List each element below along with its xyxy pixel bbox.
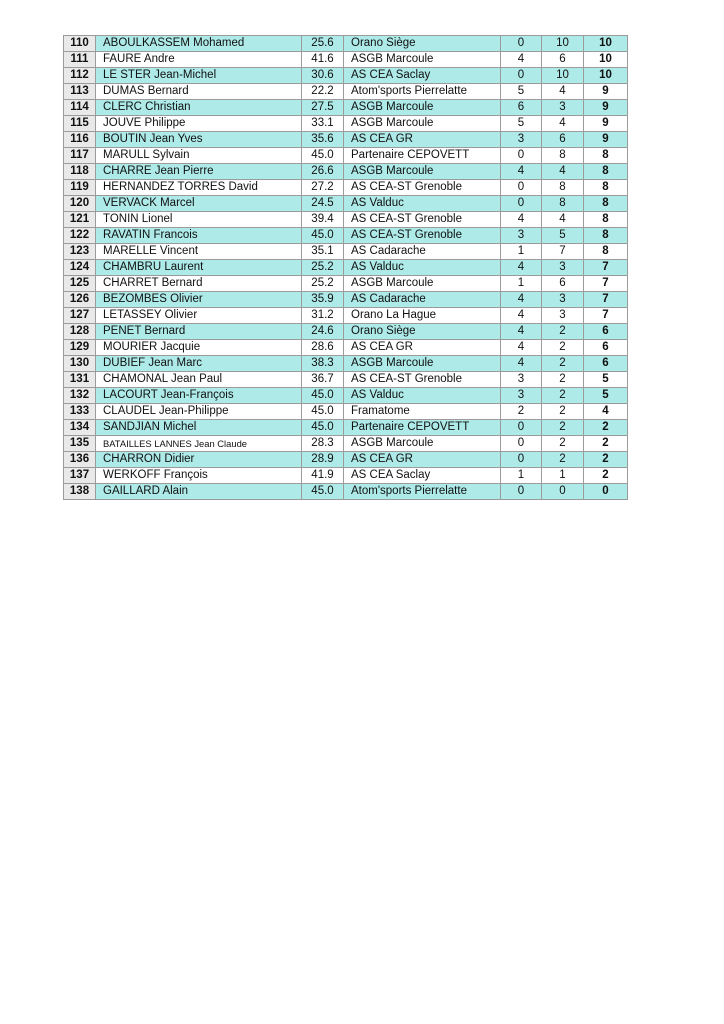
player-name-cell: HERNANDEZ TORRES David bbox=[96, 180, 302, 196]
player-name-cell: SANDJIAN Michel bbox=[96, 420, 302, 436]
points-b-cell: 0 bbox=[542, 484, 584, 500]
rank-cell: 137 bbox=[64, 468, 96, 484]
points-b-cell: 6 bbox=[542, 132, 584, 148]
points-b-cell: 3 bbox=[542, 100, 584, 116]
player-name-cell: DUBIEF Jean Marc bbox=[96, 356, 302, 372]
player-name-cell: ABOULKASSEM Mohamed bbox=[96, 36, 302, 52]
points-a-cell: 4 bbox=[501, 308, 542, 324]
points-a-cell: 3 bbox=[501, 228, 542, 244]
rating-cell: 27.5 bbox=[302, 100, 344, 116]
rating-cell: 24.5 bbox=[302, 196, 344, 212]
table-row bbox=[64, 388, 628, 404]
club-cell: Atom'sports Pierrelatte bbox=[344, 84, 501, 100]
rating-cell: 35.6 bbox=[302, 132, 344, 148]
points-b-cell: 3 bbox=[542, 308, 584, 324]
player-name-cell: VERVACK Marcel bbox=[96, 196, 302, 212]
table-row bbox=[64, 180, 628, 196]
rank-cell: 112 bbox=[64, 68, 96, 84]
club-cell: AS CEA-ST Grenoble bbox=[344, 180, 501, 196]
table-row bbox=[64, 484, 628, 500]
points-a-cell: 0 bbox=[501, 196, 542, 212]
points-b-cell: 6 bbox=[542, 52, 584, 68]
table-row bbox=[64, 308, 628, 324]
rank-cell: 138 bbox=[64, 484, 96, 500]
table-row bbox=[64, 132, 628, 148]
rank-cell: 130 bbox=[64, 356, 96, 372]
points-b-cell: 4 bbox=[542, 212, 584, 228]
table-row bbox=[64, 148, 628, 164]
player-name-cell: MARELLE Vincent bbox=[96, 244, 302, 260]
points-b-cell: 2 bbox=[542, 356, 584, 372]
points-b-cell: 8 bbox=[542, 196, 584, 212]
table-row bbox=[64, 100, 628, 116]
points-a-cell: 4 bbox=[501, 356, 542, 372]
player-name-cell: BATAILLES LANNES Jean Claude bbox=[96, 436, 302, 452]
rank-cell: 121 bbox=[64, 212, 96, 228]
table-row bbox=[64, 84, 628, 100]
rating-cell: 45.0 bbox=[302, 228, 344, 244]
rating-cell: 28.6 bbox=[302, 340, 344, 356]
rank-cell: 127 bbox=[64, 308, 96, 324]
points-a-cell: 6 bbox=[501, 100, 542, 116]
table-row bbox=[64, 212, 628, 228]
points-a-cell: 5 bbox=[501, 84, 542, 100]
points-b-cell: 10 bbox=[542, 36, 584, 52]
player-name-cell: CHARRE Jean Pierre bbox=[96, 164, 302, 180]
club-cell: AS Valduc bbox=[344, 260, 501, 276]
points-b-cell: 6 bbox=[542, 276, 584, 292]
club-cell: ASGB Marcoule bbox=[344, 276, 501, 292]
total-points-cell: 7 bbox=[584, 260, 628, 276]
total-points-cell: 6 bbox=[584, 356, 628, 372]
rank-cell: 113 bbox=[64, 84, 96, 100]
rating-cell: 25.2 bbox=[302, 276, 344, 292]
rank-cell: 125 bbox=[64, 276, 96, 292]
total-points-cell: 9 bbox=[584, 116, 628, 132]
points-b-cell: 2 bbox=[542, 420, 584, 436]
points-a-cell: 3 bbox=[501, 388, 542, 404]
total-points-cell: 8 bbox=[584, 180, 628, 196]
table-row bbox=[64, 372, 628, 388]
points-b-cell: 5 bbox=[542, 228, 584, 244]
points-b-cell: 2 bbox=[542, 404, 584, 420]
points-a-cell: 4 bbox=[501, 340, 542, 356]
rating-cell: 33.1 bbox=[302, 116, 344, 132]
club-cell: Orano Siège bbox=[344, 36, 501, 52]
club-cell: AS CEA GR bbox=[344, 340, 501, 356]
table-row bbox=[64, 468, 628, 484]
points-b-cell: 2 bbox=[542, 324, 584, 340]
table-row bbox=[64, 324, 628, 340]
rank-cell: 117 bbox=[64, 148, 96, 164]
points-b-cell: 1 bbox=[542, 468, 584, 484]
table-row bbox=[64, 68, 628, 84]
club-cell: Atom'sports Pierrelatte bbox=[344, 484, 501, 500]
table-row bbox=[64, 36, 628, 52]
rank-cell: 122 bbox=[64, 228, 96, 244]
ranking-table-container bbox=[63, 35, 628, 500]
total-points-cell: 2 bbox=[584, 436, 628, 452]
total-points-cell: 2 bbox=[584, 420, 628, 436]
player-name-cell: BEZOMBES Olivier bbox=[96, 292, 302, 308]
ranking-table bbox=[63, 35, 628, 500]
total-points-cell: 8 bbox=[584, 164, 628, 180]
club-cell: ASGB Marcoule bbox=[344, 356, 501, 372]
total-points-cell: 0 bbox=[584, 484, 628, 500]
rating-cell: 41.6 bbox=[302, 52, 344, 68]
total-points-cell: 8 bbox=[584, 148, 628, 164]
table-row bbox=[64, 356, 628, 372]
rating-cell: 35.9 bbox=[302, 292, 344, 308]
club-cell: AS CEA Saclay bbox=[344, 68, 501, 84]
rating-cell: 22.2 bbox=[302, 84, 344, 100]
points-a-cell: 2 bbox=[501, 404, 542, 420]
total-points-cell: 6 bbox=[584, 340, 628, 356]
points-a-cell: 1 bbox=[501, 276, 542, 292]
points-a-cell: 0 bbox=[501, 452, 542, 468]
points-b-cell: 3 bbox=[542, 260, 584, 276]
points-a-cell: 4 bbox=[501, 52, 542, 68]
points-b-cell: 7 bbox=[542, 244, 584, 260]
player-name-cell: TONIN Lionel bbox=[96, 212, 302, 228]
rank-cell: 133 bbox=[64, 404, 96, 420]
rank-cell: 132 bbox=[64, 388, 96, 404]
rank-cell: 111 bbox=[64, 52, 96, 68]
table-row bbox=[64, 164, 628, 180]
club-cell: AS Cadarache bbox=[344, 244, 501, 260]
points-a-cell: 4 bbox=[501, 292, 542, 308]
rating-cell: 31.2 bbox=[302, 308, 344, 324]
player-name-cell: CLERC Christian bbox=[96, 100, 302, 116]
rank-cell: 136 bbox=[64, 452, 96, 468]
rank-cell: 116 bbox=[64, 132, 96, 148]
total-points-cell: 8 bbox=[584, 196, 628, 212]
rank-cell: 115 bbox=[64, 116, 96, 132]
points-a-cell: 4 bbox=[501, 324, 542, 340]
table-row bbox=[64, 228, 628, 244]
total-points-cell: 10 bbox=[584, 68, 628, 84]
points-b-cell: 8 bbox=[542, 180, 584, 196]
rank-cell: 126 bbox=[64, 292, 96, 308]
player-name-cell: CHAMONAL Jean Paul bbox=[96, 372, 302, 388]
rank-cell: 131 bbox=[64, 372, 96, 388]
club-cell: AS Valduc bbox=[344, 196, 501, 212]
points-a-cell: 0 bbox=[501, 436, 542, 452]
player-name-cell: LETASSEY Olivier bbox=[96, 308, 302, 324]
total-points-cell: 8 bbox=[584, 212, 628, 228]
player-name-cell: PENET Bernard bbox=[96, 324, 302, 340]
rank-cell: 124 bbox=[64, 260, 96, 276]
player-name-cell: MARULL Sylvain bbox=[96, 148, 302, 164]
ranking-table-body bbox=[64, 36, 628, 500]
total-points-cell: 9 bbox=[584, 100, 628, 116]
club-cell: AS CEA-ST Grenoble bbox=[344, 372, 501, 388]
total-points-cell: 7 bbox=[584, 276, 628, 292]
player-name-cell: BOUTIN Jean Yves bbox=[96, 132, 302, 148]
total-points-cell: 10 bbox=[584, 36, 628, 52]
rating-cell: 30.6 bbox=[302, 68, 344, 84]
points-b-cell: 8 bbox=[542, 148, 584, 164]
table-row bbox=[64, 452, 628, 468]
rating-cell: 45.0 bbox=[302, 484, 344, 500]
points-b-cell: 2 bbox=[542, 452, 584, 468]
player-name-cell: JOUVE Philippe bbox=[96, 116, 302, 132]
points-b-cell: 2 bbox=[542, 372, 584, 388]
player-name-cell: LE STER Jean-Michel bbox=[96, 68, 302, 84]
total-points-cell: 7 bbox=[584, 308, 628, 324]
club-cell: AS CEA GR bbox=[344, 452, 501, 468]
total-points-cell: 5 bbox=[584, 388, 628, 404]
table-row bbox=[64, 52, 628, 68]
club-cell: Partenaire CEPOVETT bbox=[344, 420, 501, 436]
rating-cell: 38.3 bbox=[302, 356, 344, 372]
player-name-cell: CHAMBRU Laurent bbox=[96, 260, 302, 276]
total-points-cell: 10 bbox=[584, 52, 628, 68]
points-a-cell: 0 bbox=[501, 484, 542, 500]
rating-cell: 25.2 bbox=[302, 260, 344, 276]
club-cell: Orano La Hague bbox=[344, 308, 501, 324]
club-cell: ASGB Marcoule bbox=[344, 164, 501, 180]
total-points-cell: 4 bbox=[584, 404, 628, 420]
club-cell: Partenaire CEPOVETT bbox=[344, 148, 501, 164]
total-points-cell: 6 bbox=[584, 324, 628, 340]
rank-cell: 135 bbox=[64, 436, 96, 452]
player-name-cell: CLAUDEL Jean-Philippe bbox=[96, 404, 302, 420]
rank-cell: 110 bbox=[64, 36, 96, 52]
points-a-cell: 3 bbox=[501, 132, 542, 148]
total-points-cell: 7 bbox=[584, 292, 628, 308]
rank-cell: 134 bbox=[64, 420, 96, 436]
club-cell: AS CEA-ST Grenoble bbox=[344, 228, 501, 244]
table-row bbox=[64, 292, 628, 308]
player-name-cell: RAVATIN Francois bbox=[96, 228, 302, 244]
points-a-cell: 0 bbox=[501, 148, 542, 164]
table-row bbox=[64, 404, 628, 420]
rating-cell: 45.0 bbox=[302, 420, 344, 436]
rating-cell: 24.6 bbox=[302, 324, 344, 340]
rating-cell: 27.2 bbox=[302, 180, 344, 196]
points-b-cell: 4 bbox=[542, 84, 584, 100]
player-name-cell: CHARRET Bernard bbox=[96, 276, 302, 292]
table-row bbox=[64, 420, 628, 436]
rank-cell: 114 bbox=[64, 100, 96, 116]
player-name-cell: DUMAS Bernard bbox=[96, 84, 302, 100]
total-points-cell: 9 bbox=[584, 132, 628, 148]
player-name-cell: GAILLARD Alain bbox=[96, 484, 302, 500]
club-cell: ASGB Marcoule bbox=[344, 52, 501, 68]
rating-cell: 25.6 bbox=[302, 36, 344, 52]
total-points-cell: 2 bbox=[584, 468, 628, 484]
points-a-cell: 3 bbox=[501, 372, 542, 388]
club-cell: Framatome bbox=[344, 404, 501, 420]
club-cell: AS Valduc bbox=[344, 388, 501, 404]
table-row bbox=[64, 340, 628, 356]
total-points-cell: 5 bbox=[584, 372, 628, 388]
rating-cell: 39.4 bbox=[302, 212, 344, 228]
rank-cell: 120 bbox=[64, 196, 96, 212]
player-name-cell: CHARRON Didier bbox=[96, 452, 302, 468]
points-b-cell: 2 bbox=[542, 340, 584, 356]
rank-cell: 118 bbox=[64, 164, 96, 180]
points-b-cell: 3 bbox=[542, 292, 584, 308]
club-cell: AS CEA Saclay bbox=[344, 468, 501, 484]
rating-cell: 26.6 bbox=[302, 164, 344, 180]
points-a-cell: 1 bbox=[501, 468, 542, 484]
points-b-cell: 2 bbox=[542, 436, 584, 452]
rating-cell: 45.0 bbox=[302, 404, 344, 420]
points-b-cell: 4 bbox=[542, 116, 584, 132]
club-cell: Orano Siège bbox=[344, 324, 501, 340]
points-a-cell: 4 bbox=[501, 164, 542, 180]
table-row bbox=[64, 116, 628, 132]
table-row bbox=[64, 436, 628, 452]
table-row bbox=[64, 276, 628, 292]
points-a-cell: 0 bbox=[501, 180, 542, 196]
rating-cell: 41.9 bbox=[302, 468, 344, 484]
points-b-cell: 4 bbox=[542, 164, 584, 180]
rating-cell: 45.0 bbox=[302, 148, 344, 164]
rank-cell: 129 bbox=[64, 340, 96, 356]
club-cell: AS CEA GR bbox=[344, 132, 501, 148]
table-row bbox=[64, 260, 628, 276]
points-b-cell: 2 bbox=[542, 388, 584, 404]
total-points-cell: 8 bbox=[584, 244, 628, 260]
player-name-cell: LACOURT Jean-François bbox=[96, 388, 302, 404]
rating-cell: 36.7 bbox=[302, 372, 344, 388]
rank-cell: 128 bbox=[64, 324, 96, 340]
points-b-cell: 10 bbox=[542, 68, 584, 84]
rating-cell: 45.0 bbox=[302, 388, 344, 404]
total-points-cell: 8 bbox=[584, 228, 628, 244]
rating-cell: 28.9 bbox=[302, 452, 344, 468]
club-cell: ASGB Marcoule bbox=[344, 116, 501, 132]
rank-cell: 123 bbox=[64, 244, 96, 260]
points-a-cell: 1 bbox=[501, 244, 542, 260]
points-a-cell: 0 bbox=[501, 68, 542, 84]
points-a-cell: 4 bbox=[501, 260, 542, 276]
club-cell: AS Cadarache bbox=[344, 292, 501, 308]
table-row bbox=[64, 244, 628, 260]
player-name-cell: WERKOFF François bbox=[96, 468, 302, 484]
total-points-cell: 2 bbox=[584, 452, 628, 468]
table-row bbox=[64, 196, 628, 212]
player-name-cell: FAURE Andre bbox=[96, 52, 302, 68]
club-cell: AS CEA-ST Grenoble bbox=[344, 212, 501, 228]
points-a-cell: 4 bbox=[501, 212, 542, 228]
rating-cell: 28.3 bbox=[302, 436, 344, 452]
player-name-cell: MOURIER Jacquie bbox=[96, 340, 302, 356]
rank-cell: 119 bbox=[64, 180, 96, 196]
points-a-cell: 5 bbox=[501, 116, 542, 132]
points-a-cell: 0 bbox=[501, 36, 542, 52]
club-cell: ASGB Marcoule bbox=[344, 100, 501, 116]
club-cell: ASGB Marcoule bbox=[344, 436, 501, 452]
rating-cell: 35.1 bbox=[302, 244, 344, 260]
points-a-cell: 0 bbox=[501, 420, 542, 436]
total-points-cell: 9 bbox=[584, 84, 628, 100]
